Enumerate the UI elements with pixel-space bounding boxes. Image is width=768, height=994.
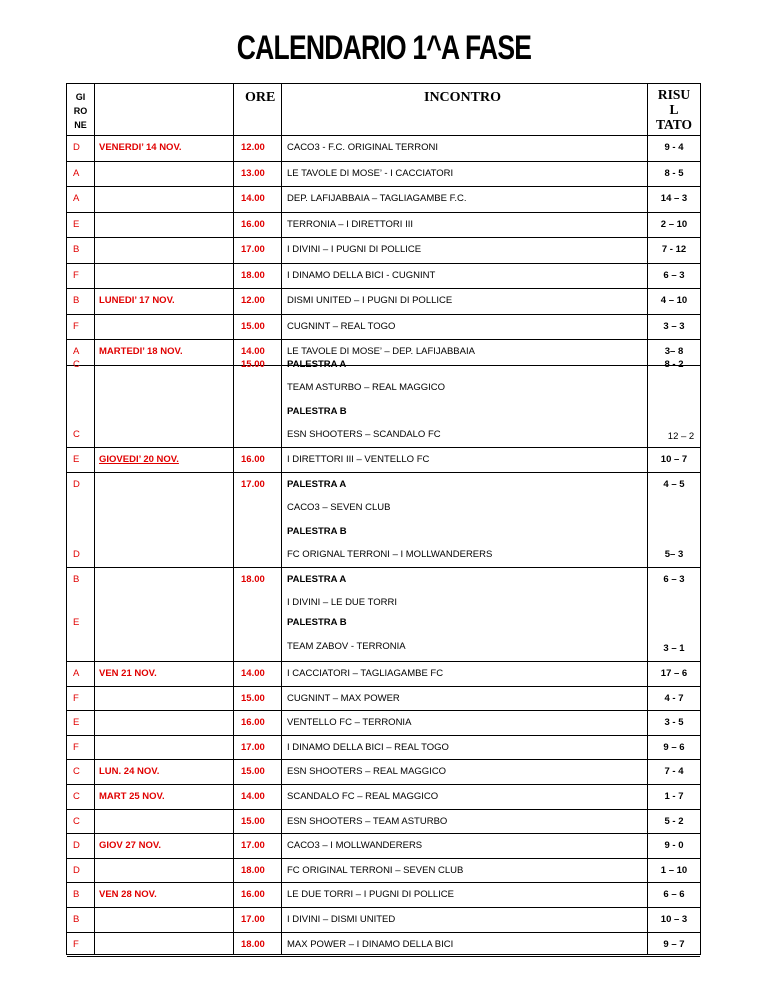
- giorno-cell: VEN 28 NOV.: [99, 889, 157, 901]
- ore-cell: 18.00: [241, 269, 265, 281]
- giorno-cell: LUN. 24 NOV.: [99, 766, 160, 778]
- header-risultato-line: L: [669, 102, 679, 117]
- result-cell: 14 – 3: [660, 193, 688, 204]
- match-cell: CACO3 - F.C. ORIGINAL TERRONI: [287, 142, 438, 153]
- row-divider: [67, 161, 700, 162]
- result-cell: 8 - 2: [664, 359, 684, 370]
- girone-cell: B: [73, 914, 80, 925]
- ore-cell: 14.00: [241, 791, 265, 802]
- giorno-cell: GIOV 27 NOV.: [99, 840, 161, 852]
- ore-cell: 14.00: [241, 668, 265, 679]
- col-divider: [94, 84, 95, 954]
- row-divider: [67, 907, 700, 908]
- palestra-label: PALESTRA A: [287, 359, 347, 370]
- ore-cell: 12.00: [241, 142, 265, 153]
- girone-cell: F: [73, 269, 79, 281]
- result-cell: 7 - 4: [664, 766, 684, 778]
- match-cell: CUGNINT – MAX POWER: [287, 692, 400, 704]
- row-divider: [67, 339, 700, 340]
- row-divider: [67, 735, 700, 736]
- girone-cell: B: [73, 295, 80, 306]
- result-cell: 17 – 6: [660, 668, 688, 679]
- match-cell: TEAM ZABOV - TERRONIA: [287, 641, 406, 652]
- row-divider: [67, 472, 700, 473]
- result-cell: 8 - 5: [664, 167, 684, 179]
- result-cell: 10 – 3: [660, 914, 688, 925]
- header-risultato-line: TATO: [655, 117, 692, 132]
- girone-cell: D: [73, 549, 80, 560]
- row-divider: [67, 784, 700, 785]
- result-cell: 6 – 3: [663, 574, 685, 585]
- header-girone-line: NE: [74, 120, 87, 130]
- result-cell: 4 - 7: [664, 692, 684, 704]
- match-cell: CUGNINT – REAL TOGO: [287, 320, 396, 332]
- girone-cell: C: [73, 429, 80, 440]
- row-divider: [67, 833, 700, 834]
- match-cell: DEP. LAFIJABBAIA – TAGLIAGAMBE F.C.: [287, 193, 467, 204]
- match-cell: I DINAMO DELLA BICI – REAL TOGO: [287, 741, 449, 753]
- row-divider: [67, 365, 700, 366]
- row-divider: [67, 288, 700, 289]
- match-cell: SCANDALO FC – REAL MAGGICO: [287, 791, 439, 802]
- ore-cell: 18.00: [241, 574, 265, 585]
- row-divider: [67, 212, 700, 213]
- palestra-label: PALESTRA B: [287, 617, 347, 628]
- col-divider: [233, 84, 234, 954]
- result-cell: 7 - 12: [661, 244, 687, 255]
- result-cell: 5 - 2: [664, 815, 684, 827]
- match-cell: I DIVINI – DISMI UNITED: [287, 914, 396, 925]
- row-divider: [67, 314, 700, 315]
- giorno-cell: VENERDI’ 14 NOV.: [99, 142, 182, 153]
- row-divider: [67, 567, 700, 568]
- result-cell: 1 – 10: [660, 864, 688, 876]
- row-divider: [67, 882, 700, 883]
- match-cell: CACO3 – SEVEN CLUB: [287, 502, 391, 513]
- girone-cell: A: [73, 346, 80, 357]
- ore-cell: 17.00: [241, 244, 265, 255]
- row-divider: [67, 710, 700, 711]
- girone-cell: F: [73, 938, 79, 950]
- match-cell: FC ORIGINAL TERRONI – SEVEN CLUB: [287, 864, 464, 876]
- match-cell: ESN SHOOTERS – SCANDALO FC: [287, 429, 441, 440]
- ore-cell: 15.00: [241, 692, 265, 704]
- giorno-cell: LUNEDI’ 17 NOV.: [99, 295, 175, 306]
- match-cell: I DIVINI – LE DUE TORRI: [287, 597, 397, 608]
- result-cell: 2 – 10: [660, 218, 688, 230]
- ore-cell: 16.00: [241, 218, 265, 230]
- ore-cell: 16.00: [241, 717, 265, 729]
- result-cell: 9 – 7: [663, 938, 685, 950]
- result-cell: 10 – 7: [660, 454, 688, 465]
- girone-cell: A: [73, 668, 80, 679]
- girone-cell: F: [73, 320, 79, 332]
- result-cell: 9 - 4: [664, 142, 684, 153]
- result-cell: 9 - 0: [664, 840, 684, 852]
- result-cell: 4 – 5: [663, 479, 685, 490]
- girone-cell: D: [73, 864, 80, 876]
- page-title: CALENDARIO 1^A FASE: [236, 29, 532, 67]
- match-cell: TEAM ASTURBO – REAL MAGGICO: [287, 382, 446, 393]
- row-divider: [67, 447, 700, 448]
- result-cell: 6 – 6: [663, 889, 685, 901]
- row-divider: [67, 809, 700, 810]
- match-cell: TERRONIA – I DIRETTORI III: [287, 218, 413, 230]
- match-cell: LE TAVOLE DI MOSE’ – DEP. LAFIJABBAIA: [287, 346, 475, 357]
- result-cell: 3 – 1: [663, 643, 685, 654]
- ore-cell: 17.00: [241, 479, 265, 490]
- girone-cell: D: [73, 479, 80, 490]
- girone-cell: C: [73, 791, 80, 802]
- girone-cell: D: [73, 142, 80, 153]
- match-cell: I DIRETTORI III – VENTELLO FC: [287, 454, 430, 465]
- header-divider: [67, 135, 700, 136]
- match-cell: DISMI UNITED – I PUGNI DI POLLICE: [287, 295, 453, 306]
- ore-cell: 17.00: [241, 741, 265, 753]
- schedule-table: [66, 83, 701, 955]
- match-cell: CACO3 – I MOLLWANDERERS: [287, 840, 423, 852]
- ore-cell: 15.00: [241, 320, 265, 332]
- ore-cell: 17.00: [241, 914, 265, 925]
- giorno-cell: MART 25 NOV.: [99, 791, 165, 802]
- match-cell: LE TAVOLE DI MOSE’ - I CACCIATORI: [287, 167, 454, 179]
- match-cell: LE DUE TORRI – I PUGNI DI POLLICE: [287, 889, 455, 901]
- girone-cell: A: [73, 193, 80, 204]
- giorno-cell: GIOVEDI’ 20 NOV.: [99, 454, 179, 465]
- result-cell: 1 - 7: [664, 791, 684, 802]
- result-cell: 3– 8: [664, 346, 684, 357]
- result-cell: 3 – 3: [663, 320, 685, 332]
- girone-cell: B: [73, 244, 80, 255]
- match-cell: FC ORIGNAL TERRONI – I MOLLWANDERERS: [287, 549, 493, 560]
- header-girone: [67, 90, 94, 132]
- girone-cell: E: [73, 717, 80, 729]
- giorno-cell: MARTEDI’ 18 NOV.: [99, 346, 183, 357]
- match-cell: I CACCIATORI – TAGLIAGAMBE FC: [287, 668, 444, 679]
- girone-cell: C: [73, 766, 80, 778]
- girone-cell: B: [73, 574, 80, 585]
- row-divider: [67, 186, 700, 187]
- palestra-label: PALESTRA A: [287, 574, 347, 585]
- ore-cell: 16.00: [241, 454, 265, 465]
- match-cell: VENTELLO FC – TERRONIA: [287, 717, 412, 729]
- ore-cell: 13.00: [241, 167, 265, 179]
- girone-cell: D: [73, 840, 80, 852]
- header-girone-line: RO: [73, 106, 88, 116]
- header-risultato-line: RISU: [657, 87, 691, 102]
- ore-cell: 18.00: [241, 864, 265, 876]
- header-ore: ORE: [245, 90, 276, 105]
- row-divider: [67, 759, 700, 760]
- girone-cell: E: [73, 454, 80, 465]
- ore-cell: 18.00: [241, 938, 265, 950]
- row-divider: [67, 858, 700, 859]
- row-divider: [67, 263, 700, 264]
- girone-cell: F: [73, 741, 79, 753]
- header-incontro: INCONTRO: [424, 90, 502, 105]
- row-divider: [67, 661, 700, 662]
- row-divider: [67, 956, 700, 957]
- match-cell: ESN SHOOTERS – TEAM ASTURBO: [287, 815, 448, 827]
- result-cell: 9 – 6: [663, 741, 685, 753]
- palestra-label: PALESTRA A: [287, 479, 347, 490]
- result-cell: 6 – 3: [663, 269, 685, 281]
- header-girone-line: GI: [75, 92, 86, 102]
- match-cell: MAX POWER – I DINAMO DELLA BICI: [287, 938, 454, 950]
- ore-cell: 15.00: [241, 359, 265, 370]
- girone-cell: B: [73, 889, 80, 901]
- palestra-label: PALESTRA B: [287, 406, 347, 417]
- col-divider: [281, 84, 282, 954]
- palestra-label: PALESTRA B: [287, 526, 347, 537]
- ore-cell: 17.00: [241, 840, 265, 852]
- girone-cell: F: [73, 692, 79, 704]
- girone-cell: E: [73, 617, 80, 628]
- row-divider: [67, 932, 700, 933]
- match-cell: I DINAMO DELLA BICI - CUGNINT: [287, 269, 436, 281]
- ore-cell: 14.00: [241, 346, 265, 357]
- result-cell: 3 - 5: [664, 717, 684, 729]
- girone-cell: C: [73, 815, 80, 827]
- match-cell: I DIVINI – I PUGNI DI POLLICE: [287, 244, 422, 255]
- row-divider: [67, 686, 700, 687]
- row-divider: [67, 237, 700, 238]
- result-cell: 12 – 2: [667, 431, 695, 442]
- girone-cell: C: [73, 359, 80, 370]
- ore-cell: 14.00: [241, 193, 265, 204]
- header-risultato: [647, 87, 701, 132]
- match-cell: ESN SHOOTERS – REAL MAGGICO: [287, 766, 447, 778]
- girone-cell: A: [73, 167, 80, 179]
- ore-cell: 12.00: [241, 295, 265, 306]
- giorno-cell: VEN 21 NOV.: [99, 668, 157, 679]
- girone-cell: E: [73, 218, 80, 230]
- result-cell: 5– 3: [664, 549, 684, 560]
- result-cell: 4 – 10: [660, 295, 688, 306]
- ore-cell: 15.00: [241, 766, 265, 778]
- ore-cell: 15.00: [241, 815, 265, 827]
- ore-cell: 16.00: [241, 889, 265, 901]
